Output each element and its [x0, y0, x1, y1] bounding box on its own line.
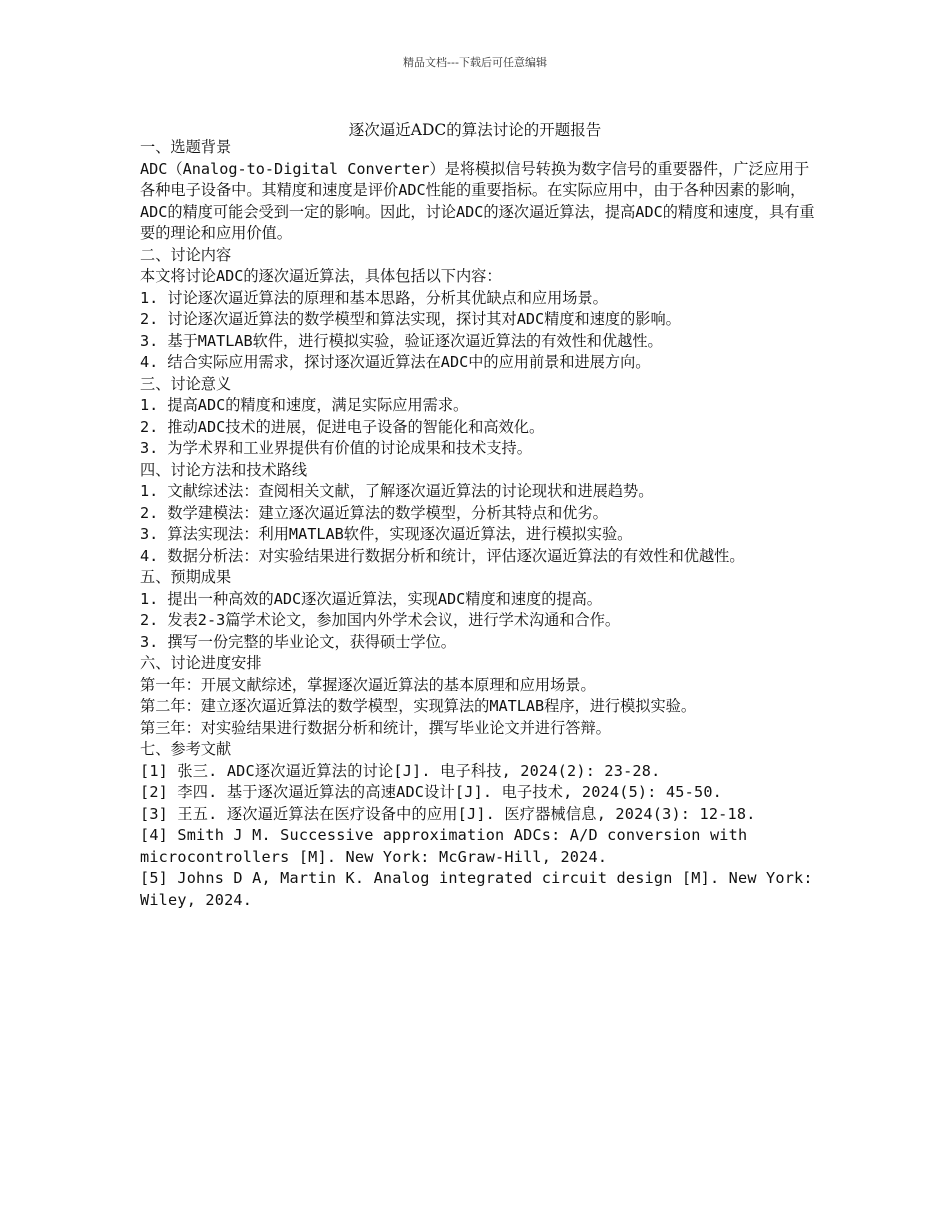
- method-item: 3. 算法实现法：利用MATLAB软件，实现逐次逼近算法，进行模拟实验。: [140, 525, 633, 543]
- schedule-item: 第三年：对实验结果进行数据分析和统计，撰写毕业论文并进行答辩。: [140, 718, 611, 737]
- content-item: 3. 基于MATLAB软件，进行模拟实验，验证逐次逼近算法的有效性和优越性。: [140, 331, 663, 350]
- section-heading-schedule: 六、讨论进度安排: [140, 654, 262, 672]
- reference-item: [1] 张三. ADC逐次逼近算法的讨论[J]. 电子科技, 2024(2): 23-28.: [140, 761, 661, 780]
- content-item: 1. 讨论逐次逼近算法的原理和基本思路，分析其优缺点和应用场景。: [140, 288, 608, 307]
- significance-item: 3. 为学术界和工业界提供有价值的讨论成果和技术支持。: [140, 439, 532, 457]
- reference-item: [5] Johns D A, Martin K. Analog integrated circuit design [M]. New York: Wiley, 2024.: [140, 869, 813, 909]
- significance-item: 1. 提高ADC的精度和速度，满足实际应用需求。: [140, 396, 469, 414]
- schedule-item: 第一年：开展文献综述，掌握逐次逼近算法的基本原理和应用场景。: [140, 675, 596, 694]
- outcome-item: 1. 提出一种高效的ADC逐次逼近算法，实现ADC精度和速度的提高。: [140, 589, 602, 608]
- content-item: 2. 讨论逐次逼近算法的数学模型和算法实现，探讨其对ADC精度和速度的影响。: [140, 310, 681, 328]
- section-heading-outcomes: 五、预期成果: [140, 568, 232, 586]
- method-item: 2. 数学建模法：建立逐次逼近算法的数学模型，分析其特点和优劣。: [140, 503, 608, 522]
- outcome-item: 2. 发表2-3篇学术论文，参加国内外学术会议，进行学术沟通和合作。: [140, 611, 621, 629]
- section-heading-methods: 四、讨论方法和技术路线: [140, 460, 308, 479]
- page-header: 精品文档---下载后可任意编辑: [403, 56, 547, 69]
- method-item: 4. 数据分析法：对实验结果进行数据分析和统计，评估逐次逼近算法的有效性和优越性。: [140, 546, 745, 565]
- document-title: 逐次逼近ADC的算法讨论的开题报告: [348, 121, 602, 139]
- section-heading-significance: 三、讨论意义: [140, 374, 232, 393]
- section-heading-background: 一、选题背景: [140, 138, 232, 156]
- document-body: [140, 137, 815, 911]
- reference-item: [4] Smith J M. Successive approximation ADCs: A/D conversion with microcontrollers [M]. New York: McGraw-Hill, 2024.: [140, 826, 748, 866]
- reference-item: [3] 王五. 逐次逼近算法在医疗设备中的应用[J]. 医疗器械信息, 2024(3): 12-18.: [140, 804, 756, 823]
- schedule-item: 第二年：建立逐次逼近算法的数学模型，实现算法的MATLAB程序，进行模拟实验。: [140, 697, 697, 715]
- content-intro: 本文将讨论ADC的逐次逼近算法，具体包括以下内容：: [140, 267, 502, 285]
- content-item: 4. 结合实际应用需求，探讨逐次逼近算法在ADC中的应用前景和进展方向。: [140, 353, 651, 371]
- outcome-item: 3. 撰写一份完整的毕业论文，获得硕士学位。: [140, 632, 456, 651]
- section-heading-references: 七、参考文献: [140, 740, 232, 758]
- background-paragraph: ADC（Analog-to-Digital Converter）是将模拟信号转换为数字信号的重要器件，广泛应用于各种电子设备中。其精度和速度是评价ADC性能的重要指标。在实际应用中，由于各种因素的影响，ADC的精度可能会受到一定的影响。因此，讨论ADC的逐次逼近算法，提高ADC的精度和速度，具有重要的理论和应用价值。: [140, 159, 815, 242]
- significance-item: 2. 推动ADC技术的进展，促进电子设备的智能化和高效化。: [140, 417, 545, 436]
- section-heading-content: 二、讨论内容: [140, 245, 232, 264]
- method-item: 1. 文献综述法：查阅相关文献，了解逐次逼近算法的讨论现状和进展趋势。: [140, 482, 654, 500]
- reference-item: [2] 李四. 基于逐次逼近算法的高速ADC设计[J]. 电子技术, 2024(5): 45-50.: [140, 783, 723, 801]
